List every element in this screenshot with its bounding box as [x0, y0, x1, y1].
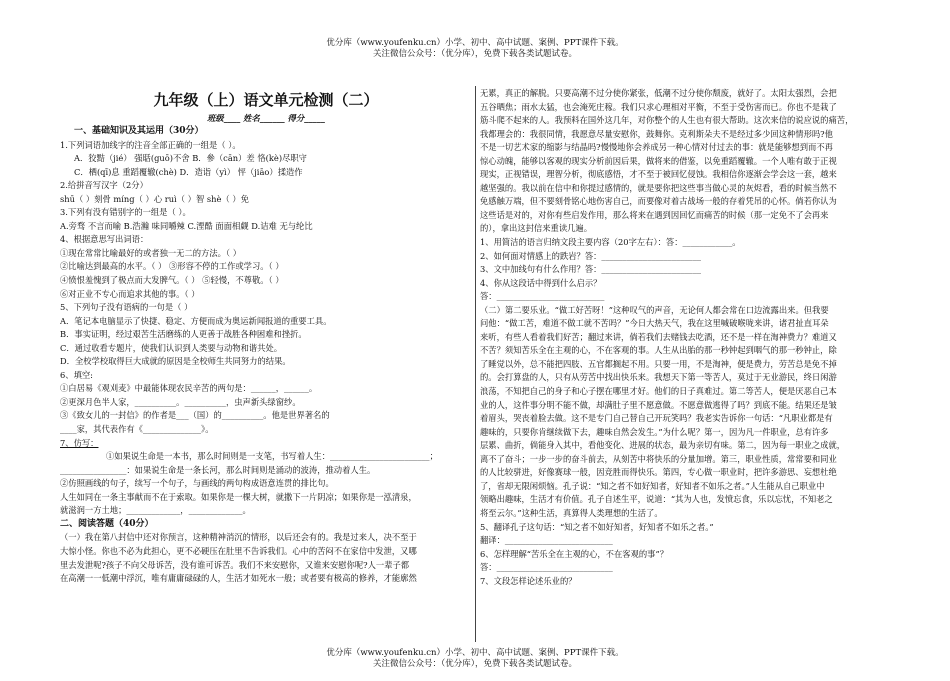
header-line-1: 优分库（www.youfenku.cn）小学、初中、高中试题、案例、PPT课件下载。	[326, 38, 624, 48]
passage-line: 来听，有些人看着我们好苦；翻过来讲，倘若我们去赌钱去吃酒，还不是一样在淘神费力？难道又	[480, 331, 837, 342]
question-line: 2、如何面对情感上的跌岩？答：________________________	[480, 250, 701, 261]
passage-line: 里去发泄呢?孩子不向父母诉苦，没有谁可诉苦。我们不来安慰你，又谁来安慰你呢?人一辈子都	[60, 559, 410, 570]
passage-line: 问他：“做工苦，难道不做工就不苦吗？”今日大热天气，我在这里喊破喉咙来讲，诸君扯直耳朵	[480, 318, 829, 329]
passage-line: 这些话是对的，对你有些启发作用，那么将来在遇到因回忆而痛苦的时候（那一定免不了会再来	[480, 209, 829, 220]
question-line: 4、你从这段话中得到什么启示？	[480, 277, 602, 288]
option-line: A.旁骛 不言而喻 B.浩瀚 味同嚼辣 C.湮酷 面面相觑 D.诘难 无与纶比	[60, 220, 313, 231]
item-line: ④愤恨羞愧到了极点而大发脾气。（ ） ⑤轻慢，不尊敬。（ ）	[60, 275, 284, 286]
student-info-line: 班级____ 姓名______ 得分_____	[207, 113, 325, 123]
item-line: ____家，其代表作有《______________》。	[60, 424, 214, 435]
passage-line: 无累，真正的解脱。只要高潮不过分使你紧张，低潮不过分使你颓废，就好了。太阳太强烈，会把	[480, 88, 837, 98]
question-line: 1.下列词语加线字的注音全部正确的一组是（ ）。	[60, 139, 241, 150]
passage-line: 趣味的，只要你肯继续做下去，趣味自然会发生。”为什么呢？第一，因为凡一件职业，总有许多	[480, 426, 829, 437]
item-line: ③《致女儿的一封信》的作者是___（国）的__________。他是世界著名的	[60, 410, 330, 421]
question-line: 7、文段怎样论述乐业的？	[480, 575, 577, 586]
passage-line: （二）第二要乐业。“做工好苦呀！”这种叹气的声音，无论何人都会常在口边流露出来。但我要	[480, 304, 829, 315]
passage-line: 大惊小怪。你也不必为此担心，更不必硬压在肚里不告诉我们。心中的苦闷不在家信中发泄，又哪	[60, 545, 417, 556]
answer-line: 答：__________________________	[480, 291, 605, 302]
question-line: 6、怎样理解“苦乐全在主观的心，不在客观的事”？	[480, 548, 668, 559]
section-1-heading: 一、基础知识及其运用（30分）	[74, 126, 204, 136]
item-line: ②比喻达到最高的水平。（ ） ③形容不停的工作或学习。（ ）	[60, 261, 284, 272]
pinyin-line: shū（ ）刻骨 míng（ ）心 ruì（ ）智 shè（ ）免	[60, 193, 249, 204]
page-header	[0, 38, 950, 60]
passage-line: 惊心动魄，能够以客观的现实分析前因后果，做将来的借鉴，以免重蹈覆辙。一个人唯有敢于正视	[480, 155, 837, 166]
passage-line: 不是一切艺术家的缩影与结晶吗?慢慢地你会养成另一种心情对付过去的事：就是能够想到而不再	[480, 142, 833, 153]
answer-line: 答：____________________________	[480, 562, 613, 573]
question-line: 1、用简洁的语言归纳文段主要内容（20字左右）：答：____________。	[480, 237, 741, 248]
passage-line: 的。会打算盘的人，只有从劳苦中找出快乐来。我想天下第一等苦人，莫过于无业游民，终日闲游	[480, 372, 837, 383]
item-line: 人生如同在一条主事献而不在于索取。如果你是一棵大树，就撒下一片阴凉；如果你是一泓清泉，	[60, 491, 417, 502]
option-line: A．笔记本电脑显示了快捷、稳定、方便而成为奥运新闻报道的重要工具。	[60, 315, 332, 326]
item-line: 就滋润一方土地；_____________，_____________。	[60, 505, 251, 516]
passage-line: 不苦？须知苦乐全在主观的心，不在客观的事。人生从出胎的那一秒钟起到咽气的那一秒钟止，除	[480, 345, 837, 356]
option-line: C．通过收看专题片，使我们认识到人类要与动物和谐共处。	[60, 342, 283, 353]
passage-line: 浪荡，不知把自己的身子和心子摆在哪里才好。他们的日子真难过。第二等苦人，便是厌恶自己本	[480, 386, 837, 397]
question-line: 5、下列句子没有语病的一句是（ ）	[60, 302, 193, 313]
option-line: A．狡黠（jié） 强聒(guō)不舍 B．參（cān）差 恪(kè)尽职守	[74, 153, 307, 164]
item-line: ①现在常常比喻最好的或者独一无二的方法。（ ）	[60, 247, 242, 258]
right-column	[480, 87, 892, 641]
passage-line: 的），拿出这封信来重读几遍。	[480, 223, 593, 234]
passage-line: 了，省却无限闲烦恼。孔子说：“知之者不如好知者，好知者不如乐之者。”人生能从自己职业中	[480, 480, 825, 491]
option-line: B．事实证明，经过艰苦生活磨练的人更善于战胜各种困难和挫折。	[60, 329, 307, 340]
passage-line: （一）我在第八封信中还对你预言，这种精神消沉的情形，以后还会有的。我是过来人，决不至于	[60, 532, 417, 543]
column-divider	[475, 86, 476, 642]
passage-line: 现实，正视错误，理智分析，彻底感悟，才不至于被回忆侵蚀。我相信你逐渐会学会这一套，越来	[480, 169, 837, 180]
passage-line: 领略出趣味，生活才有价值。孔子自述生平，说道：“其为人也，发愤忘食，乐以忘忧，不知老之	[480, 494, 833, 505]
passage-line: 越坚强的。我以前在信中和你提过感情的，就是要你把这些事当做心灵的灰烬看，看的时候当然不	[480, 182, 837, 193]
passage-line: 着眉头，哭丧着脸去做。这不是专门自己替自己开玩笑吗？我老实告诉你一句话：“凡职业都是有	[480, 413, 833, 424]
item-line: ②更深月色半人家，__________。__________，虫声新头绿窗纱。	[60, 396, 301, 407]
question-line: 5、翻译孔子这句话：“知之者不如好知者，好知者不如乐之者。”	[480, 521, 714, 532]
question-line: 7、仿写：	[60, 437, 99, 448]
passage-line: 我都理会的：我很同情，我愿意尽量安慰你，鼓舞你。克利斯朵夫不是经过多少回这种情形吗?他	[480, 128, 833, 139]
item-line: ①白居易《观刈麦》中最能体现农民辛苦的两句是：______，______。	[60, 383, 318, 394]
option-line: D．全校学校取得巨大成就的原因是全校师生共同努力的结果。	[60, 356, 291, 367]
passage-line: 在高潮一一低潮中浮沉，唯有庸庸碌碌的人，生活才如死水一般；或者要有极高的修养，才能廓然	[60, 573, 417, 584]
question-line: 6、填空:	[60, 369, 93, 380]
answer-line: 翻译：__________________________	[480, 535, 613, 546]
question-line: 2.给拼音写汉字（2分）	[60, 180, 148, 191]
passage-line: 将至云尔。”这种生活，真算得人类理想的生活了。	[480, 507, 663, 518]
question-line: 3、文中加线句有什么作用？答：________________________	[480, 264, 701, 275]
item-line: ②仿照画线的句子，续写一个句子，与画线的两句构成语意连贯的排比句。	[60, 478, 334, 489]
passage-line: 离不了奋斗；一步一步的奋斗前去，从刻苦中将快乐的分量加增。第三，职业性质，常常要和同业	[480, 453, 837, 464]
passage-line: 的人比较骈进，好像赛球一般，因竞胜而得快乐。第四，专心做一职业时，把许多游思、妄想杜绝	[480, 467, 837, 478]
question-line: 4、根据意思写出词语：	[60, 234, 149, 245]
header-line-2: 关注微信公众号：（优分库），免费下载各类试题试卷。	[372, 49, 577, 59]
page-footer	[0, 648, 950, 670]
item-line: ________________：如果说生命是一条长河，那么时间则是涌动的波涛，推动着人生。	[60, 464, 376, 475]
item-line: ⑥对正业不专心而追求其他的事。（ ）	[60, 288, 200, 299]
page-title: 九年级（上）语文单元检测（二）	[153, 91, 379, 109]
footer-line-1: 优分库（www.youfenku.cn）小学、初中、高中试题、案例、PPT课件下载。	[326, 648, 624, 658]
passage-line: 了睡觉以外，总不能把四肢、五官都搁起不用。只要一用，不是淘神，便是费力，劳苦总是免不掉	[480, 358, 837, 369]
left-column	[60, 87, 472, 641]
item-line: ①如果说生命是一本书，那么时间则是一支笔，书写着人生：________________________；	[106, 451, 438, 462]
passage-line: 筋斗爬不起来的人。我预料在国外这几年，对你整个的人生也有很大帮助。这次来信的说应说的痛苦，	[480, 115, 854, 126]
passage-line: 业的人，这件事分明不能不做，却满肚子里不愿意做。不愿意做逃得了吗？到底不能。结果还是皱	[480, 399, 837, 410]
passage-line: 五谷晒焦；雨水太猛，也会淹死庄稼。我们只求心理相对平衡，不至于受伤害而已。你也不是栽了	[480, 101, 837, 112]
option-line: C．栖(qī)息 重蹈覆辙(chè) D．造诣（yì） 怦（jiāo）揉造作	[74, 166, 303, 177]
passage-line: 免感触万端，但不要刻骨铭心地伤害自己，而要像对着古战场一般的存着凭吊的心怀。倘若你认为	[480, 196, 837, 207]
section-2-heading: 二、阅读答题（40分）	[60, 518, 154, 529]
footer-line-2: 关注微信公众号：（优分库），免费下载各类试题试卷。	[372, 659, 577, 669]
question-line: 3.下列有没有错别字的一组是（ ）。	[60, 207, 191, 218]
passage-line: 层累、曲折，倘能身入其中，看他变化、进展的状态，最为亲切有味。第二，因为每一职业之成就，	[480, 440, 846, 451]
